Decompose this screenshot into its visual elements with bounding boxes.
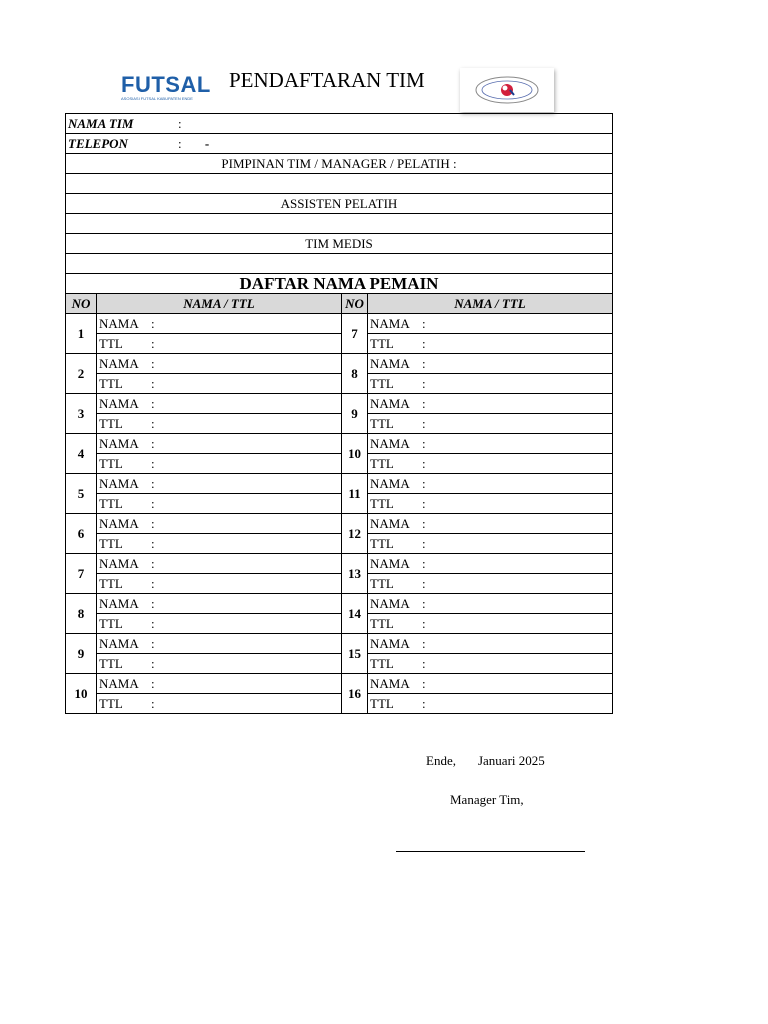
field-colon: : <box>422 455 426 471</box>
assistant-value <box>66 214 613 234</box>
col-no-left: NO <box>66 294 97 314</box>
field-label: NAMA <box>99 395 139 411</box>
field-label: NAMA <box>370 395 410 411</box>
player-ttl-field[interactable] <box>97 334 342 354</box>
player-number-left: 5 <box>66 474 97 514</box>
player-name-field[interactable] <box>97 474 342 494</box>
player-name-field[interactable] <box>368 394 613 414</box>
player-name-field[interactable] <box>368 594 613 614</box>
player-name-field[interactable] <box>97 514 342 534</box>
player-row <box>66 494 613 514</box>
player-number-left: 4 <box>66 434 97 474</box>
field-colon: : <box>151 515 155 531</box>
field-colon: : <box>151 475 155 491</box>
footer-role: Manager Tim, <box>450 792 524 807</box>
player-name-field[interactable] <box>368 674 613 694</box>
player-row <box>66 594 613 614</box>
player-number-right: 8 <box>342 354 368 394</box>
footer-date <box>426 753 545 769</box>
field-label: NAMA <box>99 555 139 571</box>
field-label: NAMA <box>99 515 139 531</box>
field-colon: : <box>422 535 426 551</box>
player-row <box>66 434 613 454</box>
field-label: TTL <box>99 575 123 591</box>
player-ttl-field[interactable] <box>368 374 613 394</box>
medic-value <box>66 254 613 274</box>
player-row <box>66 614 613 634</box>
player-ttl-field[interactable] <box>97 494 342 514</box>
field-label: NAMA <box>99 355 139 371</box>
manager-value <box>66 174 613 194</box>
player-number-right: 13 <box>342 554 368 594</box>
player-name-field[interactable] <box>97 554 342 574</box>
roster-title: DAFTAR NAMA PEMAIN <box>66 274 613 294</box>
player-number-left: 8 <box>66 594 97 634</box>
field-colon: : <box>422 615 426 631</box>
player-ttl-field[interactable] <box>368 614 613 634</box>
col-name-right: NAMA / TTL <box>368 294 613 314</box>
field-colon: : <box>151 675 155 691</box>
field-colon: : <box>422 315 426 331</box>
player-ttl-field[interactable] <box>97 414 342 434</box>
player-row <box>66 574 613 594</box>
player-number-left: 3 <box>66 394 97 434</box>
player-number-left: 9 <box>66 634 97 674</box>
field-colon: : <box>422 595 426 611</box>
player-ttl-field[interactable] <box>368 454 613 474</box>
player-name-field[interactable] <box>368 514 613 534</box>
field-colon: : <box>151 655 155 671</box>
player-name-field[interactable] <box>97 394 342 414</box>
field-label: NAMA <box>99 475 139 491</box>
field-label: NAMA <box>370 475 410 491</box>
field-label: TTL <box>370 495 394 511</box>
team-name-colon: : <box>178 115 182 131</box>
player-number-left: 6 <box>66 514 97 554</box>
logo-subtitle: ASOSIASI FUTSAL KABUPATEN ENDE <box>121 96 193 101</box>
player-number-right: 7 <box>342 314 368 354</box>
field-colon: : <box>151 495 155 511</box>
player-row <box>66 374 613 394</box>
logo-text: FUTSAL <box>121 72 211 97</box>
player-name-field[interactable] <box>368 634 613 654</box>
player-ttl-field[interactable] <box>368 494 613 514</box>
field-label: TTL <box>370 655 394 671</box>
field-label: TTL <box>99 415 123 431</box>
field-label: TTL <box>99 535 123 551</box>
emblem-icon <box>460 68 554 112</box>
col-no-right: NO <box>342 294 368 314</box>
player-ttl-field[interactable] <box>368 654 613 674</box>
field-label: TTL <box>99 335 123 351</box>
phone-row <box>66 134 613 154</box>
field-colon: : <box>422 335 426 351</box>
player-name-field[interactable] <box>97 674 342 694</box>
medic-label: TIM MEDIS <box>66 234 613 254</box>
field-colon: : <box>422 475 426 491</box>
signature-line <box>396 851 585 852</box>
player-row <box>66 414 613 434</box>
player-row <box>66 514 613 534</box>
player-name-field[interactable] <box>368 314 613 334</box>
field-colon: : <box>422 395 426 411</box>
field-label: TTL <box>99 695 123 711</box>
player-number-right: 10 <box>342 434 368 474</box>
player-name-field[interactable] <box>368 474 613 494</box>
field-label: NAMA <box>370 635 410 651</box>
field-colon: : <box>151 535 155 551</box>
player-row <box>66 394 613 414</box>
field-label: NAMA <box>370 315 410 331</box>
field-colon: : <box>422 375 426 391</box>
player-number-left: 1 <box>66 314 97 354</box>
player-row <box>66 534 613 554</box>
field-colon: : <box>151 695 155 711</box>
player-number-right: 16 <box>342 674 368 714</box>
player-row <box>66 454 613 474</box>
player-number-right: 12 <box>342 514 368 554</box>
field-label: TTL <box>99 615 123 631</box>
team-name-row <box>66 114 613 134</box>
association-emblem <box>460 68 554 112</box>
player-row <box>66 654 613 674</box>
field-colon: : <box>151 575 155 591</box>
field-colon: : <box>151 315 155 331</box>
field-label: NAMA <box>99 435 139 451</box>
col-name-left: NAMA / TTL <box>97 294 342 314</box>
manager-label: PIMPINAN TIM / MANAGER / PELATIH : <box>66 154 613 174</box>
field-colon: : <box>151 615 155 631</box>
phone-colon: : <box>178 135 182 151</box>
field-label: TTL <box>370 695 394 711</box>
player-number-right: 11 <box>342 474 368 514</box>
player-ttl-field[interactable] <box>97 614 342 634</box>
field-label: TTL <box>370 455 394 471</box>
player-name-field[interactable] <box>97 314 342 334</box>
field-colon: : <box>151 635 155 651</box>
field-label: NAMA <box>370 515 410 531</box>
player-name-field[interactable] <box>368 554 613 574</box>
field-colon: : <box>151 595 155 611</box>
field-label: TTL <box>99 655 123 671</box>
player-row <box>66 554 613 574</box>
field-label: TTL <box>99 455 123 471</box>
footer-month: Januari 2025 <box>477 753 545 768</box>
player-ttl-field[interactable] <box>368 334 613 354</box>
player-ttl-field[interactable] <box>97 374 342 394</box>
page-title: PENDAFTARAN TIM <box>229 68 425 92</box>
field-label: NAMA <box>370 675 410 691</box>
field-label: NAMA <box>370 555 410 571</box>
player-ttl-field[interactable] <box>97 694 342 714</box>
field-label: TTL <box>370 375 394 391</box>
field-label: NAMA <box>99 675 139 691</box>
field-colon: : <box>422 515 426 531</box>
player-number-right: 9 <box>342 394 368 434</box>
field-label: NAMA <box>99 315 139 331</box>
field-label: TTL <box>370 415 394 431</box>
player-ttl-field[interactable] <box>97 574 342 594</box>
player-name-field[interactable] <box>97 594 342 614</box>
phone-label: TELEPON <box>68 135 128 151</box>
player-ttl-field[interactable] <box>97 454 342 474</box>
player-number-right: 15 <box>342 634 368 674</box>
player-name-field[interactable] <box>368 434 613 454</box>
player-name-field[interactable] <box>97 354 342 374</box>
player-name-field[interactable] <box>97 634 342 654</box>
player-name-field[interactable] <box>97 434 342 454</box>
field-label: TTL <box>370 335 394 351</box>
player-ttl-field[interactable] <box>368 574 613 594</box>
field-colon: : <box>151 455 155 471</box>
player-row <box>66 674 613 694</box>
field-label: TTL <box>99 495 123 511</box>
player-number-right: 14 <box>342 594 368 634</box>
assistant-label: ASSISTEN PELATIH <box>66 194 613 214</box>
field-colon: : <box>151 555 155 571</box>
roster-body <box>66 314 613 714</box>
field-label: TTL <box>99 375 123 391</box>
player-ttl-field[interactable] <box>97 534 342 554</box>
field-colon: : <box>422 575 426 591</box>
player-row <box>66 694 613 714</box>
field-label: NAMA <box>370 595 410 611</box>
field-colon: : <box>151 395 155 411</box>
futsal-logo <box>121 72 213 103</box>
field-colon: : <box>151 415 155 431</box>
field-label: NAMA <box>99 635 139 651</box>
field-colon: : <box>151 335 155 351</box>
player-row <box>66 634 613 654</box>
field-colon: : <box>422 655 426 671</box>
field-colon: : <box>151 375 155 391</box>
player-row <box>66 354 613 374</box>
player-name-field[interactable] <box>368 354 613 374</box>
player-row <box>66 314 613 334</box>
field-colon: : <box>422 355 426 371</box>
player-ttl-field[interactable] <box>368 694 613 714</box>
field-label: NAMA <box>370 355 410 371</box>
footer-place: Ende, <box>426 753 456 768</box>
field-colon: : <box>422 675 426 691</box>
field-label: NAMA <box>370 435 410 451</box>
field-label: TTL <box>370 615 394 631</box>
field-label: TTL <box>370 575 394 591</box>
field-colon: : <box>422 495 426 511</box>
field-colon: : <box>422 435 426 451</box>
player-row <box>66 474 613 494</box>
field-colon: : <box>422 695 426 711</box>
field-colon: : <box>151 355 155 371</box>
field-label: TTL <box>370 535 394 551</box>
field-colon: : <box>151 435 155 451</box>
player-number-left: 10 <box>66 674 97 714</box>
player-ttl-field[interactable] <box>368 534 613 554</box>
field-colon: : <box>422 555 426 571</box>
field-label: NAMA <box>99 595 139 611</box>
player-row <box>66 334 613 354</box>
field-colon: : <box>422 415 426 431</box>
phone-value: - <box>204 135 210 151</box>
registration-form <box>65 113 613 714</box>
field-colon: : <box>422 635 426 651</box>
player-number-left: 2 <box>66 354 97 394</box>
player-ttl-field[interactable] <box>97 654 342 674</box>
team-name-label: NAMA TIM <box>68 115 134 131</box>
player-number-left: 7 <box>66 554 97 594</box>
player-ttl-field[interactable] <box>368 414 613 434</box>
